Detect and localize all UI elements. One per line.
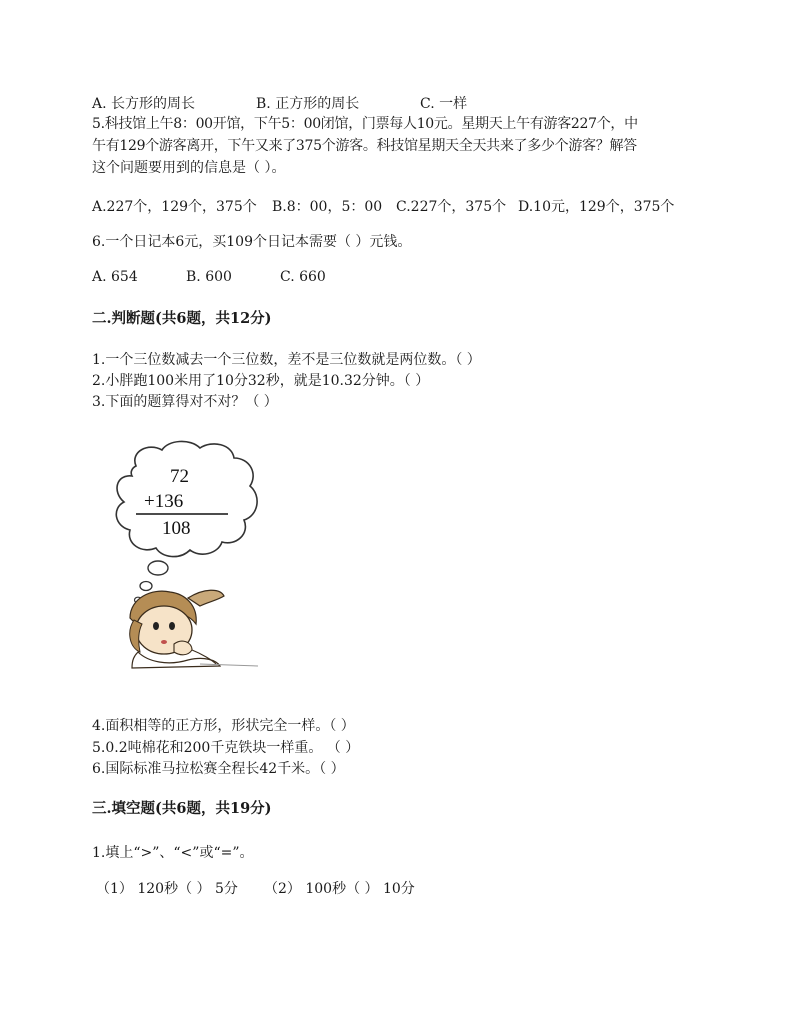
q4-option-c: C. 一样 bbox=[420, 96, 468, 112]
q4-option-b: B. 正方形的周长 bbox=[256, 96, 360, 112]
q5-option-c: C.227个，375个 bbox=[396, 199, 507, 215]
thought-bubble-large bbox=[148, 561, 168, 575]
judge-item-2: 2.小胖跑100米用了10分32秒，就是10.32分钟。（ ） bbox=[92, 373, 430, 389]
q5-text-line2: 午有129个游客离开，下午又来了375个游客。科技馆星期天全天共来了多少个游客？解答 bbox=[92, 138, 637, 154]
q5-option-d: D.10元，129个，375个 bbox=[518, 199, 675, 215]
q5-option-a: A.227个，129个，375个 bbox=[92, 199, 257, 215]
q6-option-a: A. 654 bbox=[92, 269, 138, 285]
fill-q1-part2: （2） 100秒（ ） 10分 bbox=[264, 881, 415, 897]
addend-2: +136 bbox=[144, 491, 184, 512]
girl-figure bbox=[130, 590, 258, 668]
q6-option-b: B. 600 bbox=[186, 269, 232, 285]
thought-cloud-shape bbox=[116, 441, 257, 556]
addend-1: 72 bbox=[170, 466, 189, 487]
thinking-girl-svg bbox=[108, 438, 268, 670]
sum-result: 108 bbox=[162, 518, 191, 539]
fill-q1-text: 1.填上“>”、“<”或“=”。 bbox=[92, 845, 254, 861]
thinking-girl-illustration bbox=[108, 438, 268, 670]
judge-item-1: 1.一个三位数减去一个三位数，差不是三位数就是两位数。（ ） bbox=[92, 352, 481, 368]
q6-option-c: C. 660 bbox=[280, 269, 326, 285]
q5-option-b: B.8：00，5：00 bbox=[272, 199, 383, 215]
q4-option-a: A. 长方形的周长 bbox=[92, 96, 196, 112]
fill-q1-part1: （1） 120秒（ ） 5分 bbox=[96, 881, 238, 897]
judge-item-5: 5.0.2吨棉花和200千克铁块一样重。 （ ） bbox=[92, 740, 360, 756]
q5-text-line1: 5.科技馆上午8：00开馆，下午5：00闭馆，门票每人10元。星期天上午有游客227个，中 bbox=[92, 116, 638, 132]
judge-item-4: 4.面积相等的正方形，形状完全一样。（ ） bbox=[92, 718, 355, 734]
q5-text-line3: 这个问题要用到的信息是（ ）。 bbox=[92, 160, 286, 176]
thought-bubble-medium bbox=[140, 582, 152, 591]
section2-title: 二.判断题(共6题，共12分) bbox=[92, 310, 272, 327]
judge-item-3: 3.下面的题算得对不对？（ ） bbox=[92, 394, 278, 410]
q6-text: 6.一个日记本6元，买109个日记本需要（ ）元钱。 bbox=[92, 234, 412, 250]
judge-item-6: 6.国际标准马拉松赛全程长42千米。（ ） bbox=[92, 761, 345, 777]
section3-title: 三.填空题(共6题，共19分) bbox=[92, 800, 272, 817]
